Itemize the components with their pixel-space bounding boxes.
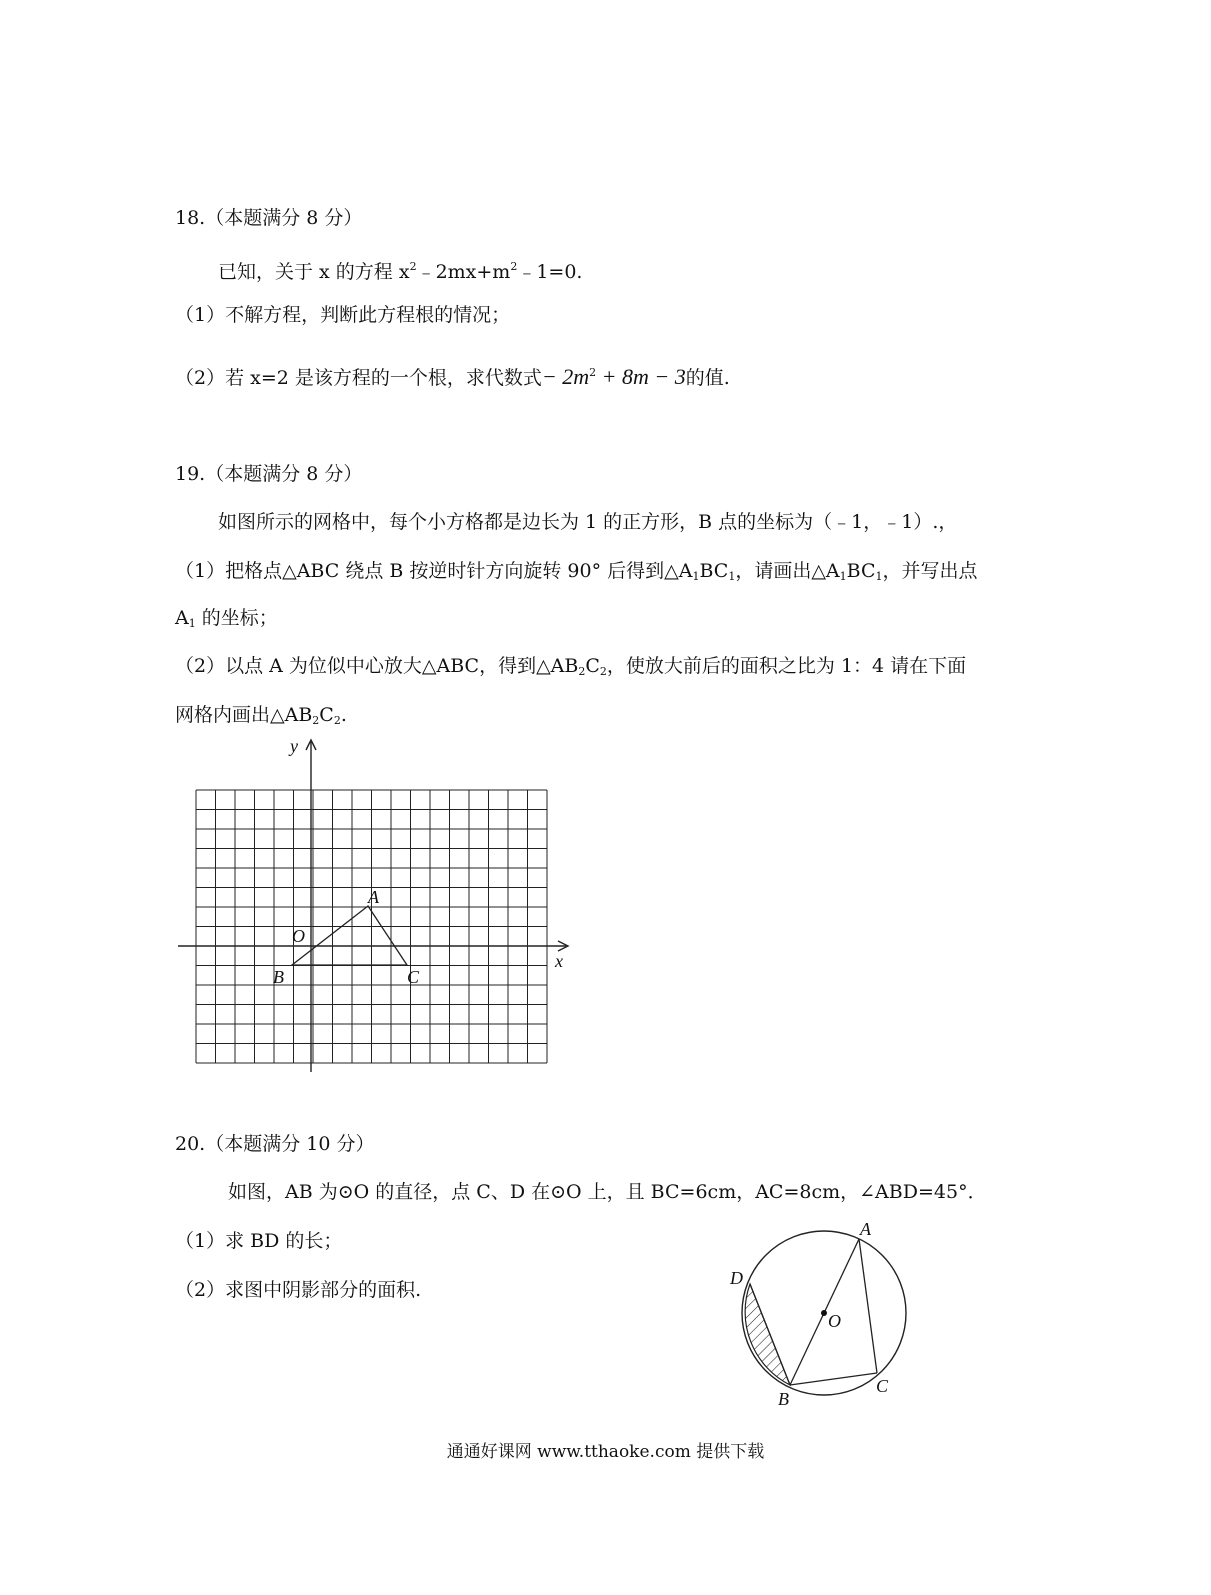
- q20-header: 20.（本题满分 10 分）: [175, 1133, 375, 1155]
- q19-grid-figure: [170, 730, 590, 1080]
- q19-header: 19.（本题满分 8 分）: [175, 463, 363, 485]
- y-axis-label: y: [290, 736, 298, 756]
- page-footer: 通通好课网 www.tthaoke.com 提供下载: [446, 1442, 765, 1462]
- point-a-label: A: [368, 887, 379, 907]
- q18-stem: 已知，关于 x 的方程 $x^2﹣2mx+m^2﹣1=0$.: [218, 260, 583, 283]
- origin-label: O: [292, 926, 305, 946]
- q18-part1: （1）不解方程，判断此方程根的情况；: [175, 304, 511, 326]
- q19-part1-line2: A1 的坐标；: [175, 607, 278, 630]
- point-c-label: C: [407, 967, 420, 987]
- q19-part2-line2: 网格内画出△AB2C2.: [175, 704, 347, 727]
- q20-part1: （1）求 BD 的长；: [175, 1230, 343, 1252]
- q18-part2: （2）若 x=2 是该方程的一个根，求代数式− $2m^2 + 8m - 3$的值.: [175, 364, 730, 389]
- triangle-abc: [292, 906, 407, 965]
- point-c-label: C: [876, 1376, 889, 1396]
- q20-stem: 如图，AB 为⊙O 的直径，点 C、D 在⊙O 上，且 BC=6cm，AC=8cm，∠ABD=45°．: [228, 1181, 987, 1203]
- center-dot: [821, 1310, 827, 1316]
- q20-circle-figure: [720, 1215, 920, 1415]
- shaded-segment: [745, 1284, 790, 1385]
- point-d-label: D: [730, 1268, 743, 1288]
- point-a-label: A: [860, 1219, 871, 1239]
- x-axis-label: x: [555, 951, 563, 971]
- q18-header: 18.（本题满分 8 分）: [175, 207, 363, 229]
- chord-ac: [859, 1239, 877, 1373]
- q20-part2: （2）求图中阴影部分的面积.: [175, 1279, 422, 1301]
- center-o-label: O: [828, 1311, 841, 1331]
- q19-stem: 如图所示的网格中，每个小方格都是边长为 1 的正方形，B 点的坐标为（﹣1，﹣1）.，: [218, 511, 958, 533]
- chord-bc: [790, 1373, 877, 1385]
- point-b-label: B: [778, 1389, 789, 1409]
- q19-part1: （1）把格点△ABC 绕点 B 按逆时针方向旋转 90° 后得到△A1BC1，请画出△A1BC1，并写出点: [175, 560, 978, 583]
- grid-lines: [196, 790, 547, 1063]
- point-b-label: B: [273, 967, 284, 987]
- q19-part2: （2）以点 A 为位似中心放大△ABC，得到△AB2C2，使放大前后的面积之比为 1：4 请在下面: [175, 655, 967, 678]
